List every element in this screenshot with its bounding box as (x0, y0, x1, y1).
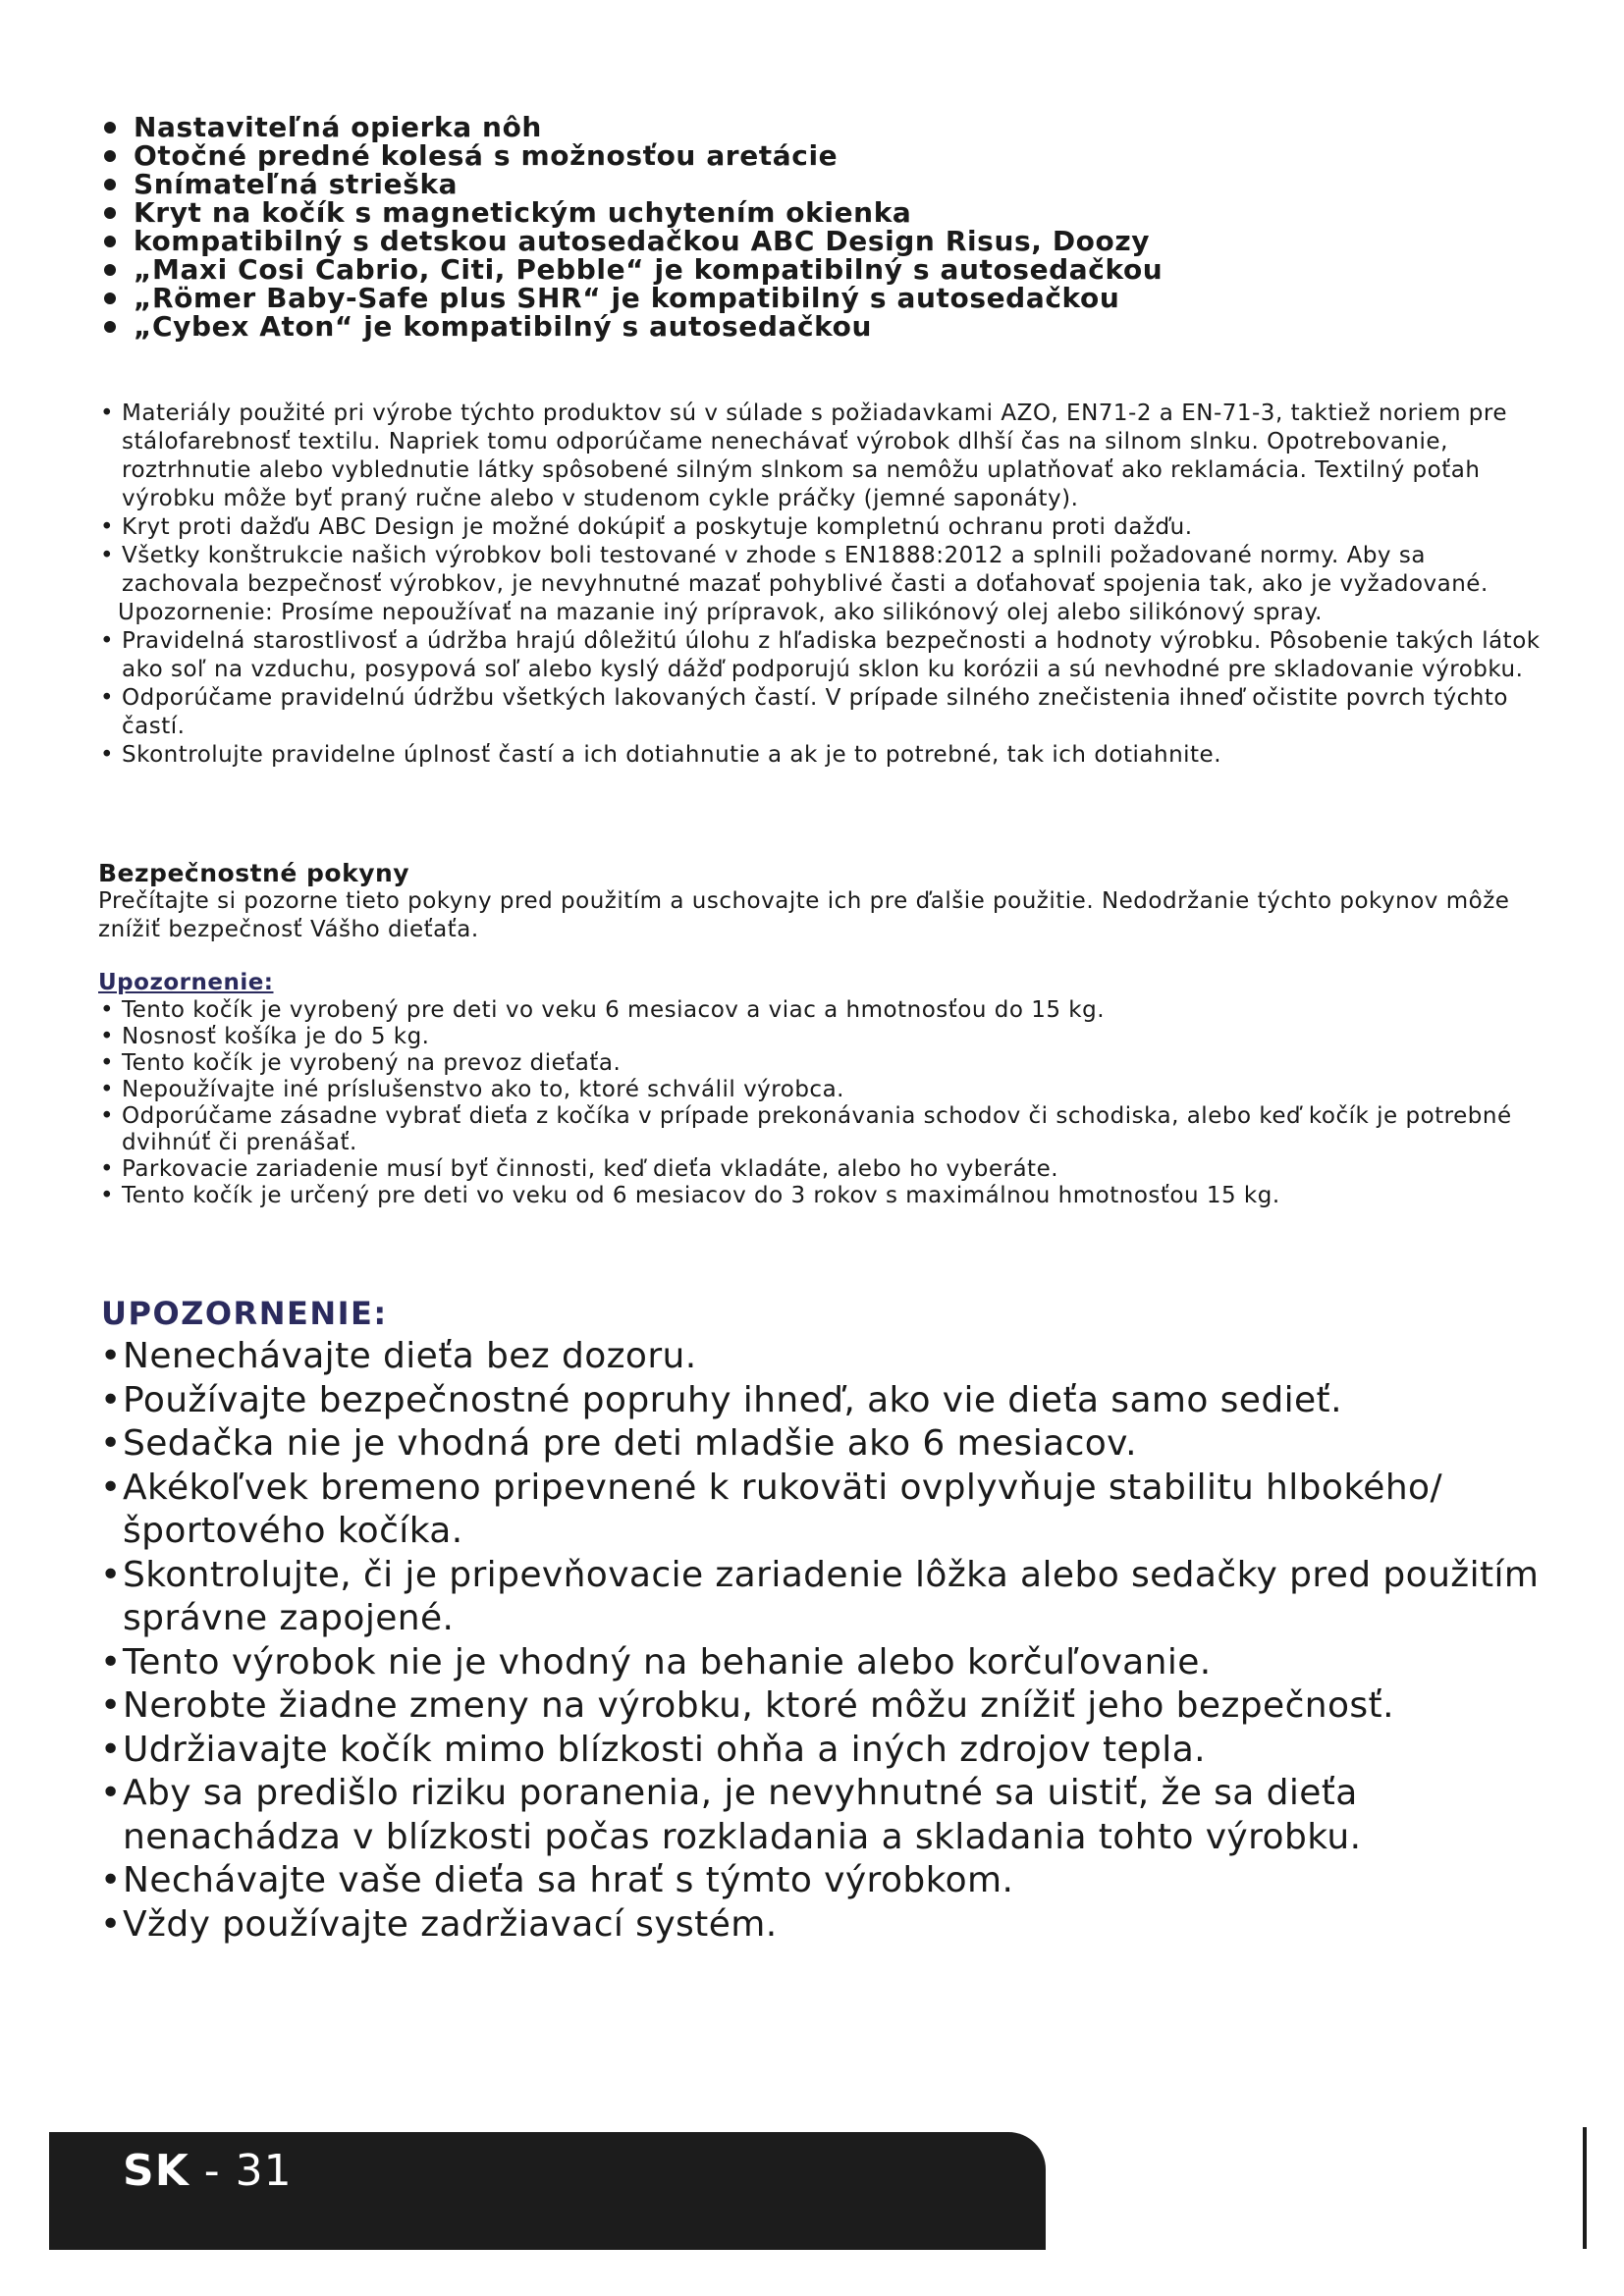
warning-small-item: • Tento kočík je vyrobený na prevoz dieťaťa. (98, 1050, 1542, 1077)
feature-item: Otočné predné kolesá s možnosťou aretácie (98, 141, 1551, 170)
safety-heading: Bezpečnostné pokyny (98, 859, 410, 887)
safety-intro: Prečítajte si pozorne tieto pokyny pred použitím a uschovajte ich pre ďalšie použitie. Nedodržanie týchto pokynov môže znížiť bezpečnosť Vášho dieťaťa. (98, 888, 1510, 942)
feature-item: „Cybex Aton“ je kompatibilný s autosedačkou (98, 312, 1551, 341)
warning-big-item: • Vždy používajte zadržiavací systém. (98, 1903, 1551, 1948)
feature-item: Kryt na kočík s magnetickým uchytením okienka (98, 198, 1551, 227)
warning-small-section (98, 997, 1542, 1209)
materials-item: • Materiály použité pri výrobe týchto produktov sú v súlade s požiadavkami AZO, EN71-2 a EN-71-3, taktiež noriem pre stálofarebnosť textilu. Napriek tomu odporúčame nenechávať výrobok dlhší čas na silnom slnku. Opotrebovanie, roztrhnutie alebo vyblednutie látky spôsobené silným slnkom sa nemôžu uplatňovať ako reklamácia. Textilný poťah výrobku môže byť praný ručne alebo v studenom cykle práčky (jemné saponáty). (98, 400, 1542, 513)
lubrication-note: Upozornenie: Prosíme nepoužívať na mazanie iný prípravok, ako silikónový olej alebo silikónový spray. (118, 600, 1323, 625)
warning-big-item: • Aby sa predišlo riziku poranenia, je nevyhnutné sa uistiť, že sa dieťa nenachádza v blízkosti počas rozkladania a skladania tohto výrobku. (98, 1772, 1551, 1859)
feature-item: Snímateľná strieška (98, 170, 1551, 198)
page-number: 31 (235, 2146, 293, 2196)
materials-item: • Kryt proti dažďu ABC Design je možné dokúpiť a poskytuje kompletnú ochranu proti dažďu. (98, 513, 1542, 542)
warning-big-item: • Udržiavajte kočík mimo blízkosti ohňa a iných zdrojov tepla. (98, 1729, 1551, 1773)
feature-item: kompatibilný s detskou autosedačkou ABC Design Risus, Doozy (98, 227, 1551, 255)
warning-big-item: • Sedačka nie je vhodná pre deti mladšie ako 6 mesiacov. (98, 1422, 1551, 1467)
materials-item: • Skontrolujte pravidelne úplnosť častí a ich dotiahnutie a ak je to potrebné, tak ich dotiahnite. (98, 741, 1542, 770)
feature-item: „Maxi Cosi Cabrio, Citi, Pebble“ je kompatibilný s autosedačkou (98, 255, 1551, 284)
warning-big-heading: UPOZORNENIE: (101, 1295, 388, 1332)
footer-separator: - (189, 2146, 236, 2196)
warning-big-item: • Akékoľvek bremeno pripevnené k rukoväti ovplyvňuje stabilitu hlbokého/ športového kočíka. (98, 1467, 1551, 1554)
feature-item: Nastaviteľná opierka nôh (98, 113, 1551, 141)
feature-list (98, 113, 1551, 341)
warning-big-item: • Tento výrobok nie je vhodný na behanie alebo korčuľovanie. (98, 1641, 1551, 1685)
warning-big-item: • Nechávajte vaše dieťa sa hrať s týmto výrobkom. (98, 1859, 1551, 1903)
warning-big-item: • Skontrolujte, či je pripevňovacie zariadenie lôžka alebo sedačky pred použitím správne zapojené. (98, 1554, 1551, 1641)
materials-section (98, 400, 1542, 770)
warning-small-item: • Odporúčame zásadne vybrať dieťa z kočíka v prípade prekonávania schodov či schodiska, alebo keď kočík je potrebné dvihnúť či prenášať. (98, 1103, 1542, 1156)
footer-rule (1583, 2127, 1587, 2249)
warning-small-item: • Tento kočík je určený pre deti vo veku od 6 mesiacov do 3 rokov s maximálnou hmotnosťou 15 kg. (98, 1183, 1542, 1209)
warning-small-heading: Upozornenie: (98, 970, 274, 995)
materials-item: • Všetky konštrukcie našich výrobkov boli testované v zhode s EN1888:2012 a splnili požadované normy. Aby sa zachovala bezpečnosť výrobkov, je nevyhnutné mazať pohyblivé časti a doťahovať spojenia tak, ako je vyžadované. (98, 542, 1542, 599)
warning-small-item: • Nepoužívajte iné príslušenstvo ako to, ktoré schválil výrobca. (98, 1077, 1542, 1103)
warning-big-item: • Používajte bezpečnostné popruhy ihneď, ako vie dieťa samo sedieť. (98, 1379, 1551, 1423)
materials-item: • Odporúčame pravidelnú údržbu všetkých lakovaných častí. V prípade silného znečistenia ihneď očistite povrch týchto častí. (98, 684, 1542, 741)
warning-big-list (98, 1335, 1551, 1947)
feature-item: „Römer Baby-Safe plus SHR“ je kompatibilný s autosedačkou (98, 284, 1551, 312)
warning-small-item: • Nosnosť košíka je do 5 kg. (98, 1024, 1542, 1050)
warning-small-item: • Parkovacie zariadenie musí byť činnosti, keď dieťa vkladáte, alebo ho vyberáte. (98, 1156, 1542, 1183)
page-footer-label (123, 2142, 293, 2201)
materials-item: • Pravidelná starostlivosť a údržba hrajú dôležitú úlohu z hľadiska bezpečnosti a hodnoty výrobku. Pôsobenie takých látok ako soľ na vzduchu, posypová soľ alebo kyslý dážď podporujú sklon ku korózii a sú nevhodné pre skladovanie výrobku. (98, 627, 1542, 684)
warning-big-item: • Nerobte žiadne zmeny na výrobku, ktoré môžu znížiť jeho bezpečnosť. (98, 1684, 1551, 1729)
warning-big-item: • Nenechávajte dieťa bez dozoru. (98, 1335, 1551, 1379)
warning-small-item: • Tento kočík je vyrobený pre deti vo veku 6 mesiacov a viac a hmotnosťou do 15 kg. (98, 997, 1542, 1024)
language-code: SK (123, 2146, 189, 2196)
